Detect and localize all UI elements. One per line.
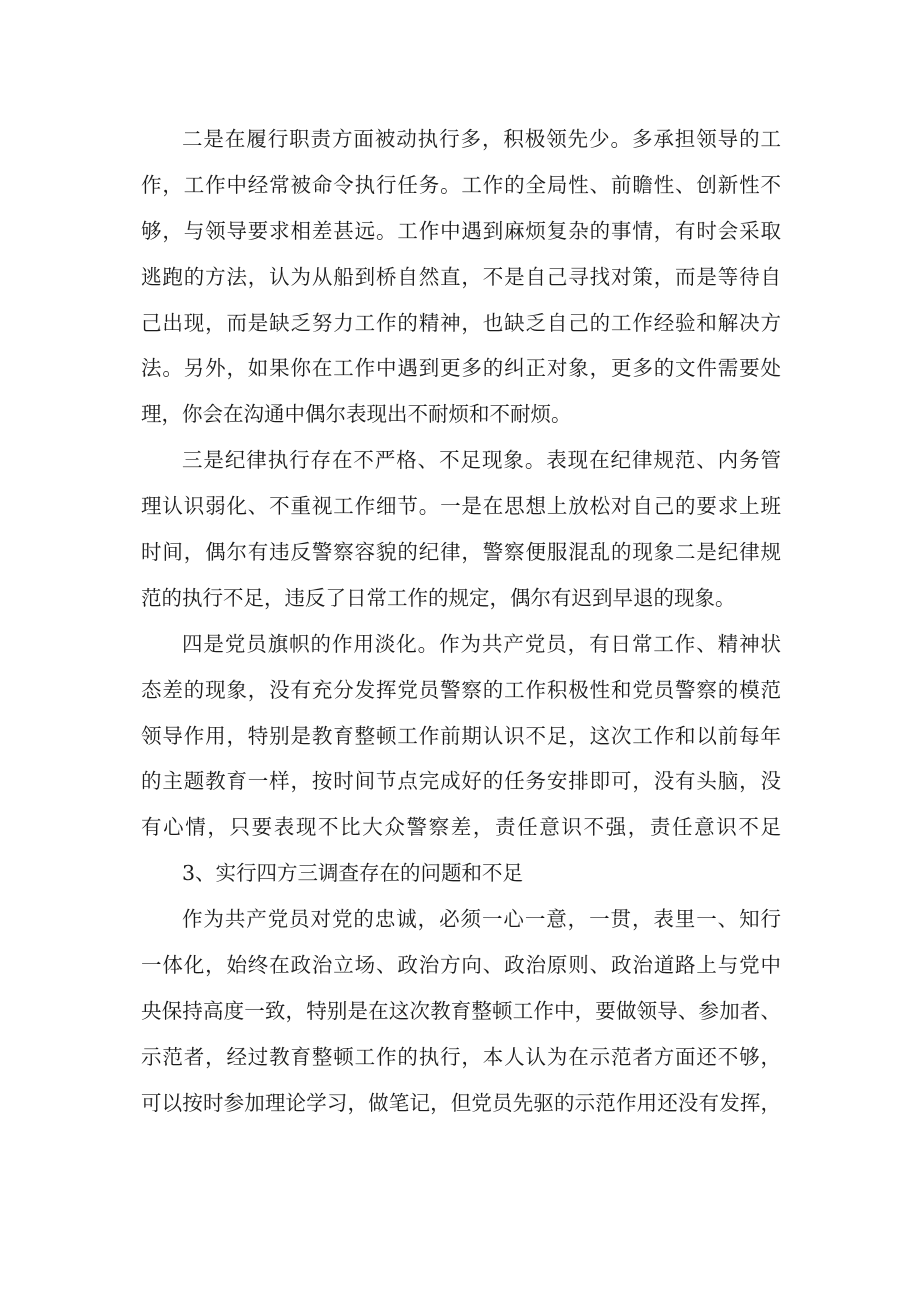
paragraph-loyalty (141, 897, 781, 1126)
text-line: 的主题教育一样，按时间节点完成好的任务安排即可，没有头脑，没 (141, 769, 781, 794)
text-line: 示范者，经过教育整顿工作的执行，本人认为在示范者方面还不够， (141, 1044, 781, 1069)
section-heading (141, 851, 781, 897)
paragraph-performance (141, 117, 781, 438)
text-line: 有心情，只要表现不比大众警察差，责任意识不强，责任意识不足 (141, 815, 781, 840)
text-line: 理认识弱化、不重视工作细节。一是在思想上放松对自己的要求上班 (141, 494, 781, 519)
document-body (141, 117, 781, 1127)
text-line: 二是在履行职责方面被动执行多，积极领先少。多承担领导的工 (182, 127, 781, 151)
text-line: 央保持高度一致，特别是在这次教育整顿工作中，要做领导、参加者、 (141, 998, 781, 1023)
text-line: 己出现，而是缺乏努力工作的精神，也缺乏自己的工作经验和解决方 (141, 310, 781, 335)
text-line: 逃跑的方法，认为从船到桥自然直，不是自己寻找对策，而是等待自 (141, 264, 781, 289)
text-line: 作为共产党员对党的忠诚，必须一心一意，一贯，表里一、知行 (182, 907, 781, 932)
text-line: 理，你会在沟通中偶尔表现出不耐烦和不耐烦。 (141, 402, 572, 427)
text-line: 态差的现象，没有充分发挥党员警察的工作积极性和党员警察的模范 (141, 677, 781, 702)
paragraph-party-role (141, 622, 781, 851)
text-line: 够，与领导要求相差甚远。工作中遇到麻烦复杂的事情，有时会采取 (141, 218, 781, 243)
text-line: 可以按时参加理论学习，做笔记，但党员先驱的示范作用还没有发挥， (141, 1090, 781, 1115)
paragraph-discipline (141, 438, 781, 622)
text-line: 三是纪律执行存在不严格、不足现象。表现在纪律规范、内务管 (182, 448, 781, 473)
text-line: 法。另外，如果你在工作中遇到更多的纠正对象，更多的文件需要处 (141, 356, 781, 381)
text-line: 四是党员旗帜的作用淡化。作为共产党员，有日常工作、精神状 (182, 631, 781, 656)
text-line: 时间，偶尔有违反警察容貌的纪律，警察便服混乱的现象二是纪律规 (141, 540, 781, 565)
text-line: 作，工作中经常被命令执行任务。工作的全局性、前瞻性、创新性不 (141, 172, 781, 197)
text-line: 领导作用，特别是教育整顿工作前期认识不足，这次工作和以前每年 (141, 723, 781, 748)
text-line: 一体化，始终在政治立场、政治方向、政治原则、政治道路上与党中 (141, 953, 781, 978)
text-line: 范的执行不足，违反了日常工作的规定，偶尔有迟到早退的现象。 (141, 585, 736, 610)
section-heading-text: 3、实行四方三调查存在的问题和不足 (182, 861, 524, 886)
